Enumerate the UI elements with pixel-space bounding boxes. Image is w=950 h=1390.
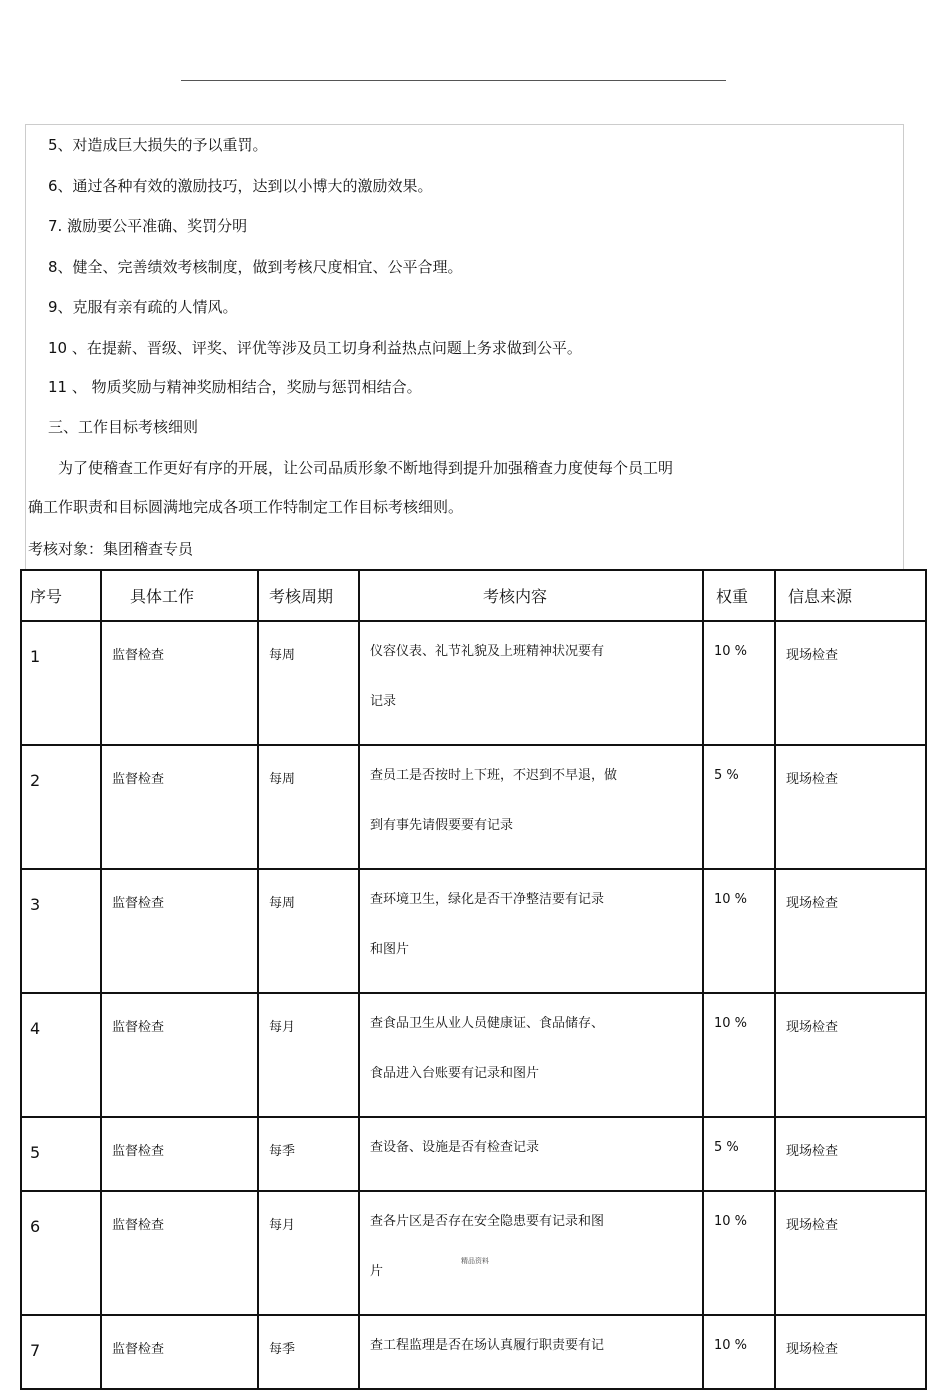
period-cell: 每周: [258, 745, 359, 869]
content-cell: [359, 1117, 703, 1191]
work-cell: 监督检查: [101, 993, 258, 1117]
body-line: 6、通过各种有效的激励技巧，达到以小博大的激励效果。: [48, 177, 433, 195]
content-cell: [359, 745, 703, 869]
work-cell: 监督检查: [101, 1191, 258, 1315]
body-line: 7. 激励要公平准确、奖罚分明: [48, 217, 248, 235]
row-number-cell: 6: [21, 1191, 101, 1315]
work-cell: 监督检查: [101, 621, 258, 745]
body-line: 10 、在提薪、晋级、评奖、评优等涉及员工切身利益热点问题上务求做到公平。: [48, 339, 582, 357]
content-line: 片: [370, 1264, 384, 1279]
content-line: 查工程监理是否在场认真履行职责要有记: [370, 1338, 605, 1353]
body-paragraph-cont: 确工作职责和目标圆满地完成各项工作特制定工作目标考核细则。: [28, 498, 464, 516]
footer-text: 精品资料: [461, 1257, 489, 1265]
content-line: 和图片: [370, 942, 410, 957]
work-cell: 监督检查: [101, 1117, 258, 1191]
source-cell: 现场检查: [775, 1191, 926, 1315]
period-cell: 每季: [258, 1315, 359, 1389]
period-cell: 每周: [258, 621, 359, 745]
content-line: 仪容仪表、礼节礼貌及上班精神状况要有: [370, 644, 605, 659]
header-cell: 考核周期: [258, 570, 359, 621]
source-cell: 现场检查: [775, 621, 926, 745]
header-cell: 具体工作: [101, 570, 258, 621]
header-cell: 信息来源: [775, 570, 926, 621]
source-cell: 现场检查: [775, 869, 926, 993]
source-cell: 现场检查: [775, 1315, 926, 1389]
assessment-table: [20, 569, 927, 1390]
table-row: [21, 1315, 926, 1389]
content-line: 记录: [370, 694, 397, 709]
header-cell: 序号: [21, 570, 101, 621]
weight-cell: 10 %: [703, 621, 775, 745]
weight-cell: 5 %: [703, 1117, 775, 1191]
assessment-target: 考核对象：集团稽查专员: [28, 540, 194, 558]
header-cell: 考核内容: [359, 570, 703, 621]
row-number-cell: 1: [21, 621, 101, 745]
header-cell: 权重: [703, 570, 775, 621]
content-line: 查食品卫生从业人员健康证、食品储存、: [370, 1016, 605, 1031]
source-cell: 现场检查: [775, 993, 926, 1117]
content-line: 查设备、设施是否有检查记录: [370, 1140, 540, 1155]
content-cell: [359, 869, 703, 993]
work-cell: 监督检查: [101, 745, 258, 869]
weight-cell: 10 %: [703, 1191, 775, 1315]
row-number-cell: 3: [21, 869, 101, 993]
table-header-row: [21, 570, 926, 621]
period-cell: 每月: [258, 1191, 359, 1315]
header-rule: [181, 80, 726, 81]
body-paragraph: 为了使稽查工作更好有序的开展，让公司品质形象不断地得到提升加强稽查力度使每个员工明: [58, 459, 674, 477]
table-row: [21, 1191, 926, 1315]
body-line: 8、健全、完善绩效考核制度，做到考核尺度相宜、公平合理。: [48, 258, 463, 276]
row-number-cell: 4: [21, 993, 101, 1117]
row-number-cell: 7: [21, 1315, 101, 1389]
table-row: [21, 1117, 926, 1191]
work-cell: 监督检查: [101, 869, 258, 993]
body-line: 11 、 物质奖励与精神奖励相结合，奖励与惩罚相结合。: [48, 378, 422, 396]
source-cell: 现场检查: [775, 745, 926, 869]
weight-cell: 10 %: [703, 993, 775, 1117]
period-cell: 每周: [258, 869, 359, 993]
content-cell: [359, 621, 703, 745]
content-line: 查各片区是否存在安全隐患要有记录和图: [370, 1214, 605, 1229]
weight-cell: 10 %: [703, 869, 775, 993]
period-cell: 每季: [258, 1117, 359, 1191]
period-cell: 每月: [258, 993, 359, 1117]
content-cell: [359, 1315, 703, 1389]
body-line: 9、克服有亲有疏的人情风。: [48, 298, 238, 316]
content-cell: [359, 1191, 703, 1315]
content-line: 查员工是否按时上下班，不迟到不早退，做: [370, 768, 618, 783]
content-line: 查环境卫生，绿化是否干净整洁要有记录: [370, 892, 605, 907]
source-cell: 现场检查: [775, 1117, 926, 1191]
row-number-cell: 5: [21, 1117, 101, 1191]
table-row: [21, 621, 926, 745]
weight-cell: 5 %: [703, 745, 775, 869]
content-cell: [359, 993, 703, 1117]
section-heading: 三、工作目标考核细则: [48, 418, 199, 436]
row-number-cell: 2: [21, 745, 101, 869]
table-row: [21, 993, 926, 1117]
content-line: 食品进入台账要有记录和图片: [370, 1066, 540, 1081]
body-line: 5、对造成巨大损失的予以重罚。: [48, 136, 268, 154]
content-line: 到有事先请假要要有记录: [370, 818, 514, 833]
weight-cell: 10 %: [703, 1315, 775, 1389]
table-row: [21, 869, 926, 993]
work-cell: 监督检查: [101, 1315, 258, 1389]
table-row: [21, 745, 926, 869]
